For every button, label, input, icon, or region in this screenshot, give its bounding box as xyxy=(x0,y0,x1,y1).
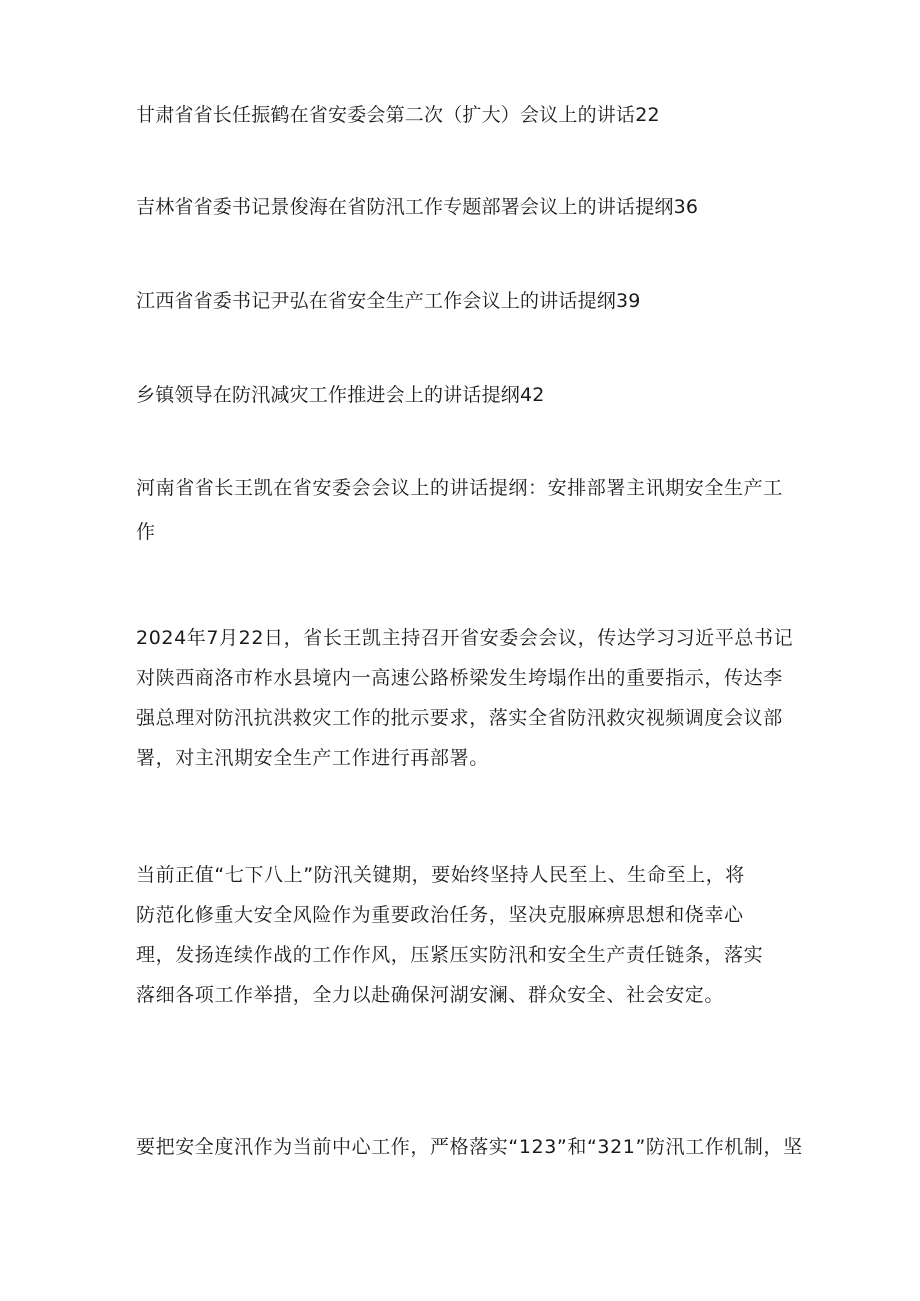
article-title-line: 作 xyxy=(136,521,156,543)
paragraph-line: 防范化修重大安全风险作为重要政治任务，坚决克服麻痹思想和侥幸心 xyxy=(136,904,744,926)
paragraph-line: 署，对主汛期安全生产工作进行再部署。 xyxy=(136,747,489,769)
toc-entry-jilin[interactable]: 吉林省省委书记景俊海在省防汛工作专题部署会议上的讲话提纲36 xyxy=(136,196,699,218)
toc-entry-gansu[interactable]: 甘肃省省长任振鹤在省安委会第二次（扩大）会议上的讲话22 xyxy=(136,104,660,126)
paragraph-line: 当前正值“七下八上”防汛关键期，要始终坚持人民至上、生命至上，将 xyxy=(136,864,745,886)
paragraph-line: 对陕西商洛市柞水县境内一高速公路桥梁发生垮塌作出的重要指示，传达李 xyxy=(136,667,783,689)
toc-entry-jiangxi[interactable]: 江西省省委书记尹弘在省安全生产工作会议上的讲话提纲39 xyxy=(136,290,641,312)
paragraph-line: 落细各项工作举措，全力以赴确保河湖安澜、群众安全、社会安定。 xyxy=(136,984,725,1006)
paragraph-line: 理，发扬连续作战的工作作风，压紧压实防汛和安全生产责任链条，落实 xyxy=(136,944,764,966)
toc-entry-township[interactable]: 乡镇领导在防汛减灾工作推进会上的讲话提纲42 xyxy=(136,384,545,406)
paragraph-3 xyxy=(136,1127,803,1167)
paragraph-line: 强总理对防汛抗洪救灾工作的批示要求，落实全省防汛救灾视频调度会议部 xyxy=(136,707,783,729)
article-title-line: 河南省省长王凯在省安委会会议上的讲话提纲：安排部署主讯期安全生产工 xyxy=(136,477,783,499)
paragraph-line: 2024年7月22日，省长王凯主持召开省安委会会议，传达学习习近平总书记 xyxy=(136,627,794,649)
paragraph-2 xyxy=(136,855,792,1015)
paragraph-1 xyxy=(136,618,792,778)
article-title xyxy=(136,466,792,554)
paragraph-line: 要把安全度汛作为当前中心工作，严格落实“123”和“321”防汛工作机制，坚 xyxy=(136,1136,803,1158)
